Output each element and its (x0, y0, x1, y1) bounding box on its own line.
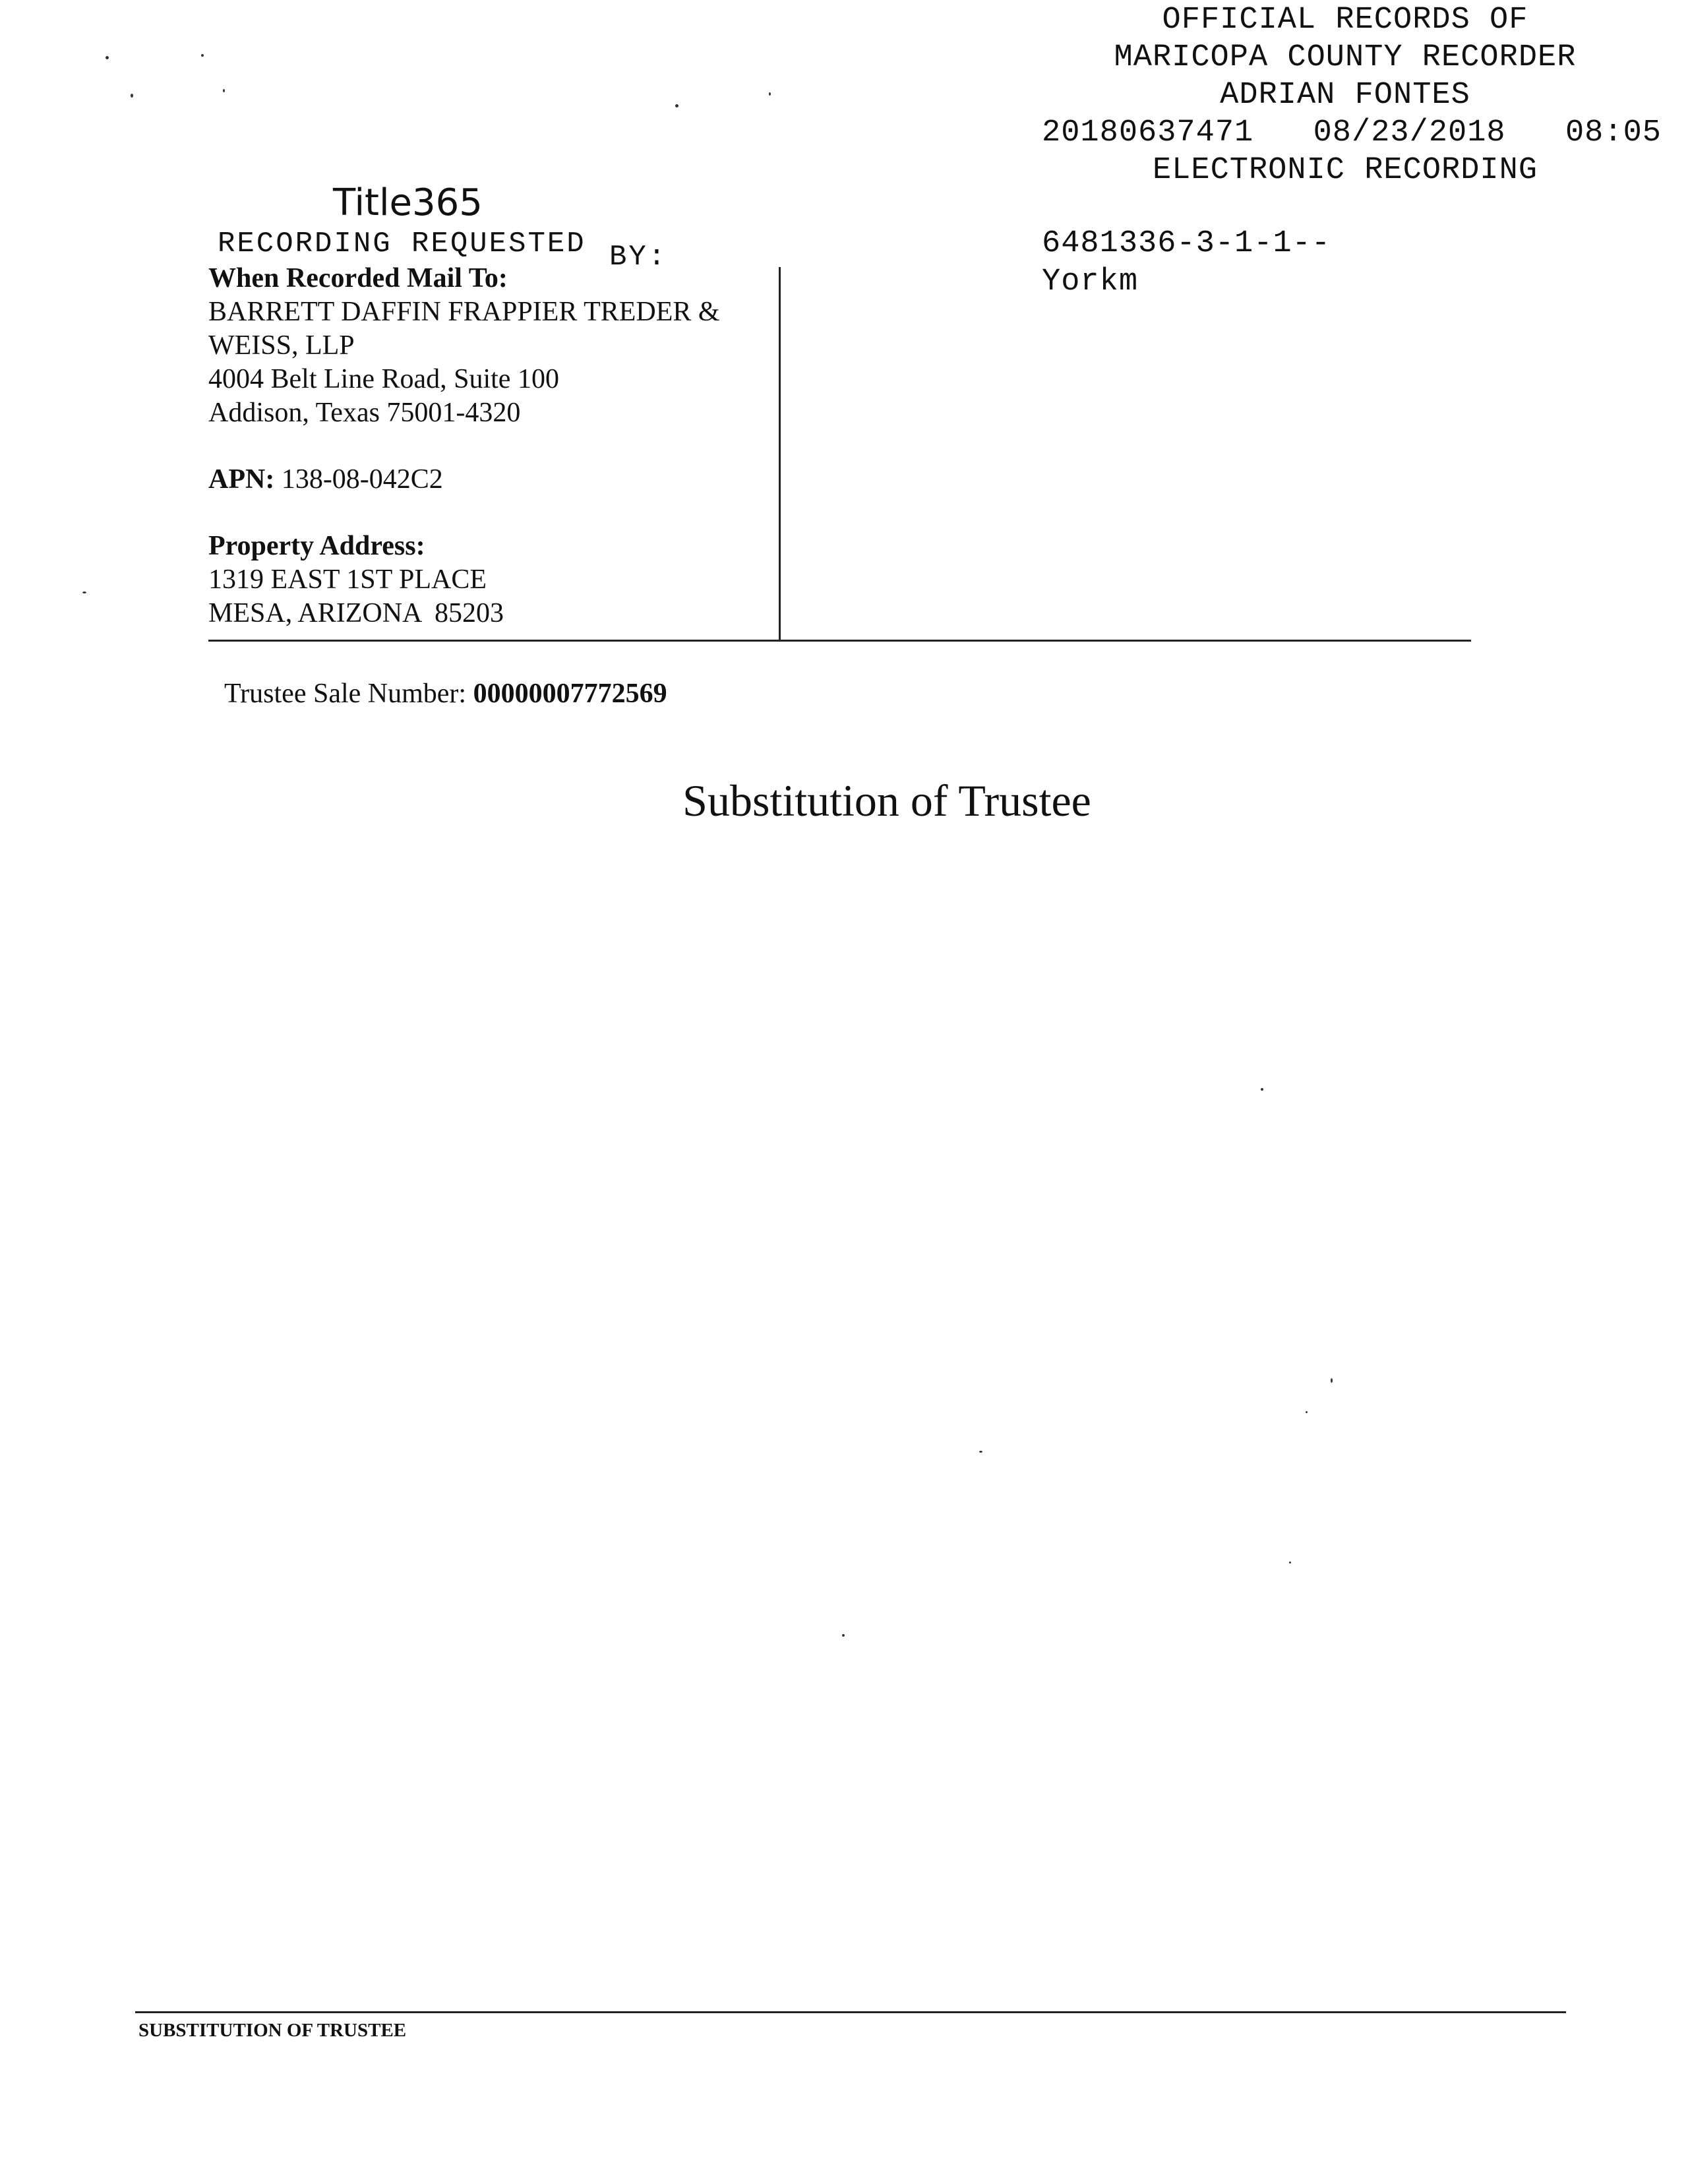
firm-line-2: WEISS, LLP (208, 330, 355, 361)
scan-speck (82, 592, 86, 593)
scan-speck (223, 89, 225, 92)
scan-speck (1331, 1378, 1333, 1383)
trustee-sale-label: Trustee Sale Number: (224, 679, 467, 709)
property-line-1: 1319 EAST 1ST PLACE (208, 564, 487, 595)
recorder-stamp (1029, 1, 1662, 189)
recording-by-label: BY: (609, 241, 668, 274)
stamp-date: 08/23/2018 (1313, 115, 1506, 150)
title365-logo: Title365 (333, 181, 483, 224)
mail-to-label: When Recorded Mail To: (208, 263, 508, 293)
apn-label: APN: (208, 464, 275, 495)
order-user: Yorkm (1042, 264, 1139, 299)
order-number: 6481336-3-1-1-- (1042, 226, 1331, 261)
footer-divider (135, 2011, 1566, 2013)
mail-to-block (208, 262, 720, 630)
address-line-2: Addison, Texas 75001-4320 (208, 398, 521, 428)
property-line-2: MESA, ARIZONA 85203 (208, 598, 504, 628)
vertical-divider (779, 267, 781, 642)
scan-speck (842, 1634, 845, 1637)
apn-row (208, 463, 720, 497)
scan-speck (979, 1451, 982, 1453)
address-line-1: 4004 Belt Line Road, Suite 100 (208, 364, 559, 394)
scan-speck (769, 92, 771, 96)
recording-requested-label: RECORDING REQUESTED (218, 228, 586, 260)
scan-speck (201, 54, 204, 57)
property-address-label: Property Address: (208, 531, 425, 561)
document-title: Substitution of Trustee (682, 775, 1091, 826)
stamp-meta-line (1029, 114, 1662, 152)
stamp-line-3: ADRIAN FONTES (1220, 78, 1470, 113)
order-block (1042, 225, 1331, 301)
scan-speck (1261, 1088, 1263, 1091)
scan-speck (1306, 1411, 1308, 1413)
header-divider (208, 640, 1471, 642)
scan-speck (106, 56, 109, 59)
firm-line-1: BARRETT DAFFIN FRAPPIER TREDER & (208, 297, 720, 327)
footer-label: SUBSTITUTION OF TRUSTEE (138, 2020, 407, 2041)
stamp-time: 08:05 (1565, 115, 1662, 150)
stamp-line-2: MARICOPA COUNTY RECORDER (1114, 40, 1577, 75)
stamp-line-1: OFFICIAL RECORDS OF (1162, 3, 1528, 38)
stamp-document-number: 20180637471 (1042, 115, 1254, 150)
scan-speck (1289, 1562, 1291, 1563)
scan-speck (131, 94, 133, 98)
stamp-line-5: ELECTRONIC RECORDING (1152, 153, 1538, 188)
trustee-sale-number (224, 678, 667, 710)
apn-value: 138-08-042C2 (281, 464, 443, 495)
scan-speck (675, 104, 678, 107)
trustee-sale-value: 00000007772569 (473, 679, 667, 709)
